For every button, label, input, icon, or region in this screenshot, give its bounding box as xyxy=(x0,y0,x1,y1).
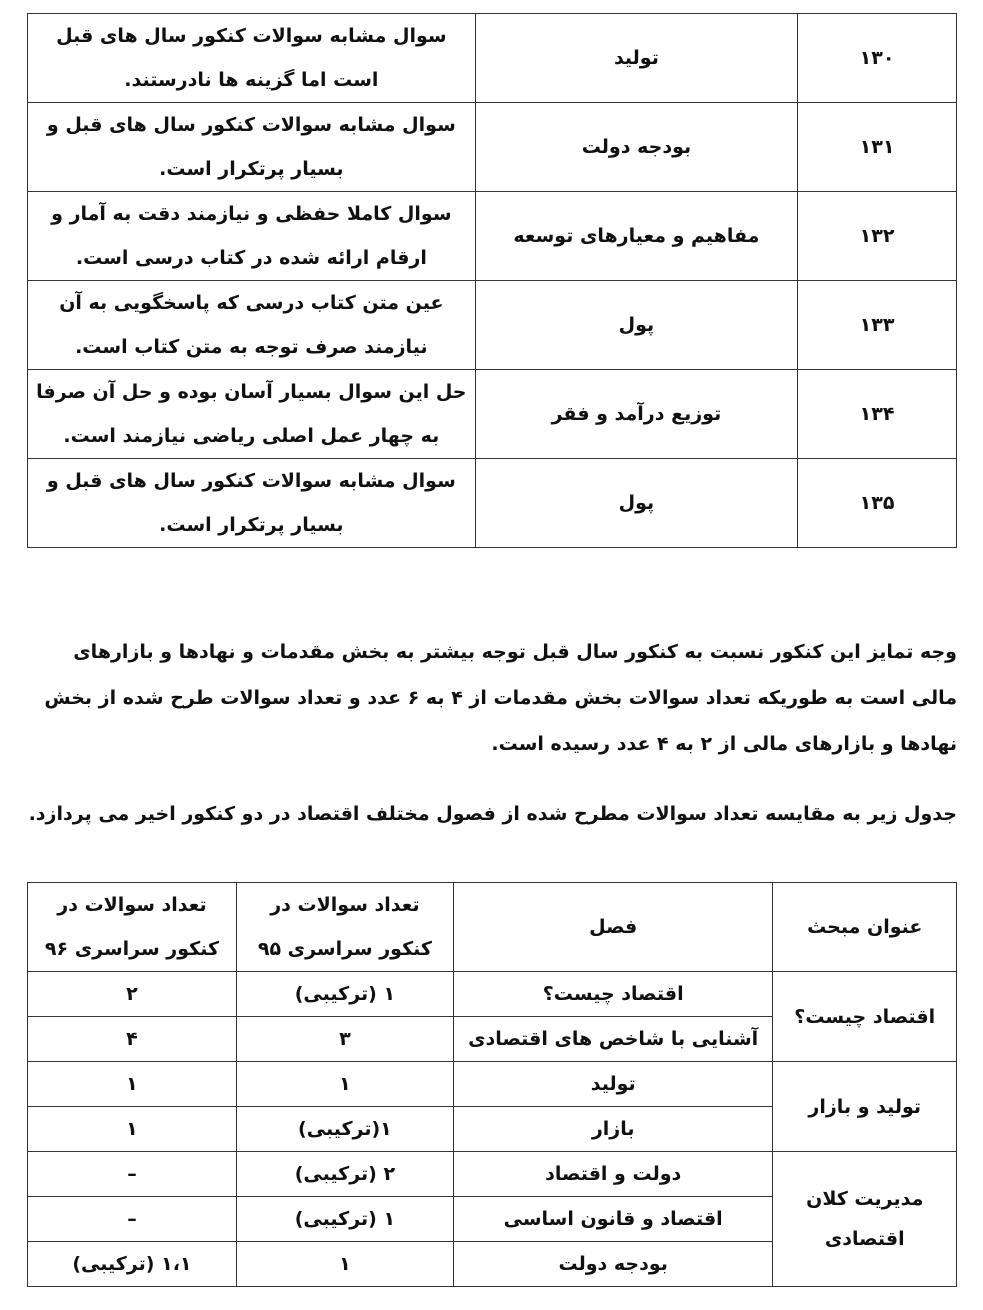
table-row xyxy=(28,1152,957,1197)
count-95-cell: ۱ xyxy=(236,1062,453,1107)
question-number: ۱۳۳ xyxy=(798,281,957,370)
table-row xyxy=(28,192,957,281)
header-count-96: تعداد سوالات در کنکور سراسری ۹۶ xyxy=(28,883,237,972)
table-header-row xyxy=(28,883,957,972)
chapter-cell: آشنایی با شاخص های اقتصادی xyxy=(453,1017,773,1062)
question-note: سوال کاملا حفظی و نیازمند دقت به آمار و ارقام ارائه شده در کتاب درسی است. xyxy=(28,192,476,281)
comparison-intro-paragraph: جدول زیر به مقایسه تعداد سوالات مطرح شده از فصول مختلف اقتصاد در دو کنکور اخیر می پردازد. xyxy=(28,803,957,825)
question-number: ۱۳۲ xyxy=(798,192,957,281)
table-row xyxy=(28,459,957,548)
chapter-cell: اقتصاد چیست؟ xyxy=(453,972,773,1017)
chapter-cell: اقتصاد و قانون اساسی xyxy=(453,1197,773,1242)
question-number: ۱۳۴ xyxy=(798,370,957,459)
table-row xyxy=(28,103,957,192)
chapter-cell: دولت و اقتصاد xyxy=(453,1152,773,1197)
count-96-cell: ۱،۱ (ترکیبی) xyxy=(28,1242,237,1287)
count-95-cell: ۱ (ترکیبی) xyxy=(236,972,453,1017)
table-row xyxy=(28,1062,957,1107)
question-note: حل این سوال بسیار آسان بوده و حل آن صرفا به چهار عمل اصلی ریاضی نیازمند است. xyxy=(28,370,476,459)
count-96-cell: ۲ xyxy=(28,972,237,1017)
count-95-cell: ۲ (ترکیبی) xyxy=(236,1152,453,1197)
table-row xyxy=(28,14,957,103)
table-row xyxy=(28,370,957,459)
question-analysis-table xyxy=(27,13,957,548)
comparison-table xyxy=(27,882,957,1287)
table-row xyxy=(28,281,957,370)
distinction-paragraph: وجه تمایز این کنکور نسبت به کنکور سال قبل توجه بیشتر به بخش مقدمات و نهادها و بازارهای مالی است به طوریکه تعداد سوالات بخش مقدمات از ۴ به ۶ عدد و تعداد سوالات طرح شده از بخش نهادها و بازارهای مالی از ۲ به ۴ عدد رسیده است. xyxy=(44,641,957,755)
question-number: ۱۳۰ xyxy=(798,14,957,103)
question-topic: پول xyxy=(475,459,797,548)
question-note: سوال مشابه سوالات کنکور سال های قبل است اما گزینه ها نادرستند. xyxy=(28,14,476,103)
question-note: سوال مشابه سوالات کنکور سال های قبل و بسیار پرتکرار است. xyxy=(28,103,476,192)
count-95-cell: ۱ (ترکیبی) xyxy=(236,1197,453,1242)
question-note: سوال مشابه سوالات کنکور سال های قبل و بسیار پرتکرار است. xyxy=(28,459,476,548)
group-topic: اقتصاد چیست؟ xyxy=(773,972,957,1062)
question-topic: تولید xyxy=(475,14,797,103)
count-96-cell: ۱ xyxy=(28,1062,237,1107)
question-number: ۱۳۵ xyxy=(798,459,957,548)
question-note: عین متن کتاب درسی که پاسخگویی به آن نیازمند صرف توجه به متن کتاب است. xyxy=(28,281,476,370)
group-topic: تولید و بازار xyxy=(773,1062,957,1152)
question-topic: بودجه دولت xyxy=(475,103,797,192)
question-topic: پول xyxy=(475,281,797,370)
header-topic: عنوان مبحث xyxy=(773,883,957,972)
count-96-cell: – xyxy=(28,1152,237,1197)
header-count-95: تعداد سوالات در کنکور سراسری ۹۵ xyxy=(236,883,453,972)
question-topic: مفاهیم و معیارهای توسعه xyxy=(475,192,797,281)
table-row xyxy=(28,972,957,1017)
count-95-cell: ۱ xyxy=(236,1242,453,1287)
question-number: ۱۳۱ xyxy=(798,103,957,192)
count-95-cell: ۳ xyxy=(236,1017,453,1062)
count-95-cell: ۱(ترکیبی) xyxy=(236,1107,453,1152)
chapter-cell: بازار xyxy=(453,1107,773,1152)
chapter-cell: تولید xyxy=(453,1062,773,1107)
count-96-cell: ۴ xyxy=(28,1017,237,1062)
question-topic: توزیع درآمد و فقر xyxy=(475,370,797,459)
group-topic: مدیریت کلان اقتصادی xyxy=(773,1152,957,1287)
count-96-cell: ۱ xyxy=(28,1107,237,1152)
chapter-cell: بودجه دولت xyxy=(453,1242,773,1287)
count-96-cell: – xyxy=(28,1197,237,1242)
header-chapter: فصل xyxy=(453,883,773,972)
